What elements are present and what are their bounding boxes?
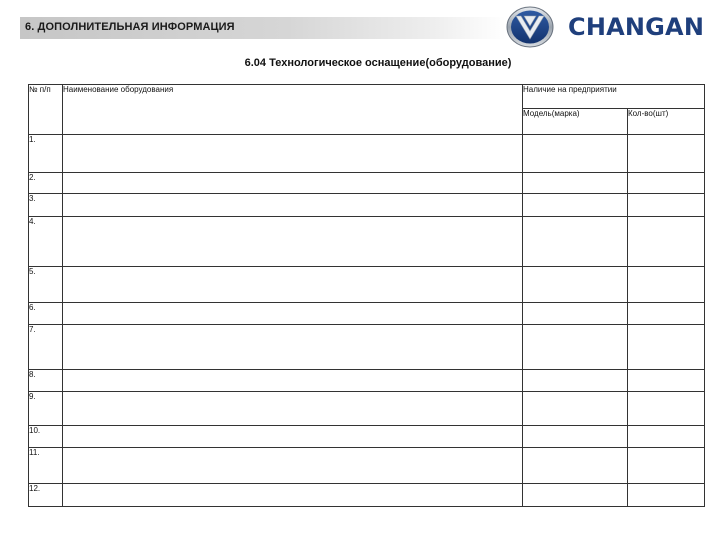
model-cell[interactable]: [523, 370, 628, 392]
equipment-table: [28, 84, 705, 507]
equipment-name-cell[interactable]: [63, 135, 523, 173]
quantity-cell[interactable]: [628, 194, 705, 217]
equipment-name-cell[interactable]: [63, 303, 523, 325]
equipment-name-cell[interactable]: [63, 194, 523, 217]
header-number: № п/п: [29, 85, 63, 135]
model-cell[interactable]: [523, 173, 628, 194]
quantity-cell[interactable]: [628, 217, 705, 267]
model-cell[interactable]: [523, 448, 628, 484]
model-cell[interactable]: [523, 303, 628, 325]
row-number: 12.: [29, 484, 63, 507]
row-number: 3.: [29, 194, 63, 217]
table-row: [29, 392, 705, 426]
table-row: [29, 426, 705, 448]
quantity-cell[interactable]: [628, 267, 705, 303]
model-cell[interactable]: [523, 484, 628, 507]
row-number: 9.: [29, 392, 63, 426]
changan-logo-icon: [506, 6, 554, 48]
section-title: 6. ДОПОЛНИТЕЛЬНАЯ ИНФОРМАЦИЯ: [25, 21, 235, 33]
model-cell[interactable]: [523, 135, 628, 173]
model-cell[interactable]: [523, 194, 628, 217]
row-number: 11.: [29, 448, 63, 484]
equipment-name-cell[interactable]: [63, 370, 523, 392]
model-cell[interactable]: [523, 426, 628, 448]
brand-wordmark: CHANGAN: [568, 13, 705, 41]
quantity-cell[interactable]: [628, 392, 705, 426]
quantity-cell[interactable]: [628, 325, 705, 370]
quantity-cell[interactable]: [628, 135, 705, 173]
header-equipment-name: Наименование оборудования: [63, 85, 523, 135]
equipment-name-cell[interactable]: [63, 392, 523, 426]
equipment-name-cell[interactable]: [63, 325, 523, 370]
quantity-cell[interactable]: [628, 484, 705, 507]
table-row: [29, 267, 705, 303]
header-quantity: Кол-во(шт): [628, 109, 705, 135]
quantity-cell[interactable]: [628, 370, 705, 392]
table-row: [29, 173, 705, 194]
row-number: 2.: [29, 173, 63, 194]
equipment-name-cell[interactable]: [63, 448, 523, 484]
model-cell[interactable]: [523, 325, 628, 370]
row-number: 1.: [29, 135, 63, 173]
row-number: 4.: [29, 217, 63, 267]
equipment-name-cell[interactable]: [63, 484, 523, 507]
table-row: [29, 303, 705, 325]
model-cell[interactable]: [523, 217, 628, 267]
quantity-cell[interactable]: [628, 426, 705, 448]
table-row: [29, 448, 705, 484]
header-model: Модель(марка): [523, 109, 628, 135]
quantity-cell[interactable]: [628, 173, 705, 194]
row-number: 6.: [29, 303, 63, 325]
row-number: 10.: [29, 426, 63, 448]
equipment-name-cell[interactable]: [63, 173, 523, 194]
equipment-name-cell[interactable]: [63, 426, 523, 448]
quantity-cell[interactable]: [628, 303, 705, 325]
table-row: [29, 194, 705, 217]
table-row: [29, 325, 705, 370]
table-row: [29, 484, 705, 507]
table-row: [29, 370, 705, 392]
equipment-name-cell[interactable]: [63, 267, 523, 303]
row-number: 5.: [29, 267, 63, 303]
model-cell[interactable]: [523, 267, 628, 303]
quantity-cell[interactable]: [628, 448, 705, 484]
header-availability: Наличие на предприятии: [523, 85, 705, 109]
table-row: [29, 217, 705, 267]
table-row: [29, 135, 705, 173]
row-number: 7.: [29, 325, 63, 370]
page-subtitle: 6.04 Технологическое оснащение(оборудование): [244, 57, 512, 69]
equipment-name-cell[interactable]: [63, 217, 523, 267]
model-cell[interactable]: [523, 392, 628, 426]
row-number: 8.: [29, 370, 63, 392]
